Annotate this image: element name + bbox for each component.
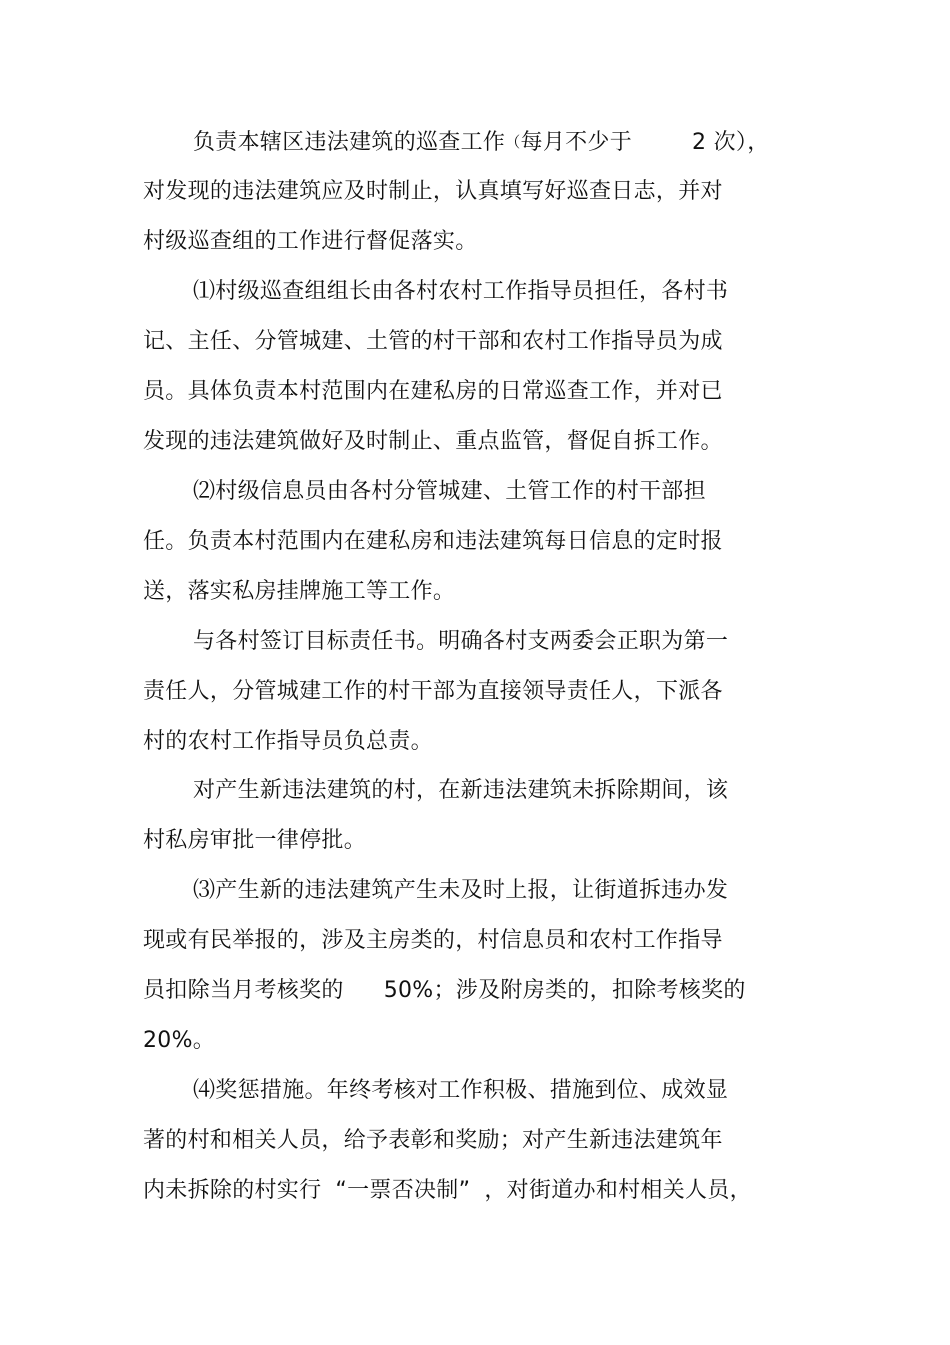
text-segment: 内未拆除的村实行 <box>143 1178 322 1203</box>
text-segment: “一票否决制” <box>335 1178 471 1203</box>
paragraph-line: 与各村签订目标责任书。明确各村支两委会正职为第一 <box>193 629 729 654</box>
paragraph-line: 对产生新违法建筑的村，在新违法建筑未拆除期间，该 <box>193 778 729 803</box>
paragraph-line: ⑵村级信息员由各村分管城建、土管工作的村干部担 <box>193 479 706 504</box>
paragraph-line: ⑴村级巡查组组长由各村农村工作指导员担任，各村书 <box>193 279 729 304</box>
paragraph-line: 村私房审批一律停批。 <box>143 828 367 853</box>
paragraph-line: 记、主任、分管城建、土管的村干部和农村工作指导员为成 <box>143 329 723 354</box>
paragraph-line <box>193 127 770 157</box>
text-segment: 负责本辖区违法建筑的巡查工作 <box>193 130 506 155</box>
text-segment: 2 次 <box>692 130 736 155</box>
paragraph-line <box>143 1176 752 1206</box>
paragraph-line: 员。具体负责本村范围内在建私房的日常巡查工作，并对已 <box>143 379 723 404</box>
paragraph-line: ⑷奖惩措施。年终考核对工作积极、措施到位、成效显 <box>193 1078 729 1103</box>
paragraph-line: 任。负责本村范围内在建私房和违法建筑每日信息的定时报 <box>143 529 723 554</box>
paragraph-line: 现或有民举报的，涉及主房类的，村信息员和农村工作指导 <box>143 928 723 953</box>
paragraph-line: 著的村和相关人员，给予表彰和奖励；对产生新违法建筑年 <box>143 1128 723 1153</box>
text-segment: 员扣除当月考核奖的 <box>143 978 344 1003</box>
paragraph-line <box>143 976 746 1006</box>
paragraph-line: 村的农村工作指导员负总责。 <box>143 729 433 754</box>
paragraph-line: 责任人，分管城建工作的村干部为直接领导责任人，下派各 <box>143 679 723 704</box>
paragraph-line: 送，落实私房挂牌施工等工作。 <box>143 579 456 604</box>
text-segment: 每月不少于 <box>520 130 633 155</box>
paragraph-line: 对发现的违法建筑应及时制止，认真填写好巡查日志，并对 <box>143 179 723 204</box>
paragraph-line: 村级巡查组的工作进行督促落实。 <box>143 229 478 254</box>
paragraph-line: 20%。 <box>143 1028 216 1053</box>
paragraph-line: ⑶产生新的违法建筑产生未及时上报，让街道拆违办发 <box>193 878 729 903</box>
text-segment: ）， <box>735 130 770 155</box>
text-segment: ，对街道办和村相关人员， <box>484 1178 752 1203</box>
paragraph-line: 发现的违法建筑做好及时制止、重点监管，督促自拆工作。 <box>143 429 723 454</box>
text-segment: 50%；涉及附房类的，扣除考核奖的 <box>383 978 746 1003</box>
text-segment: （ <box>505 133 521 151</box>
